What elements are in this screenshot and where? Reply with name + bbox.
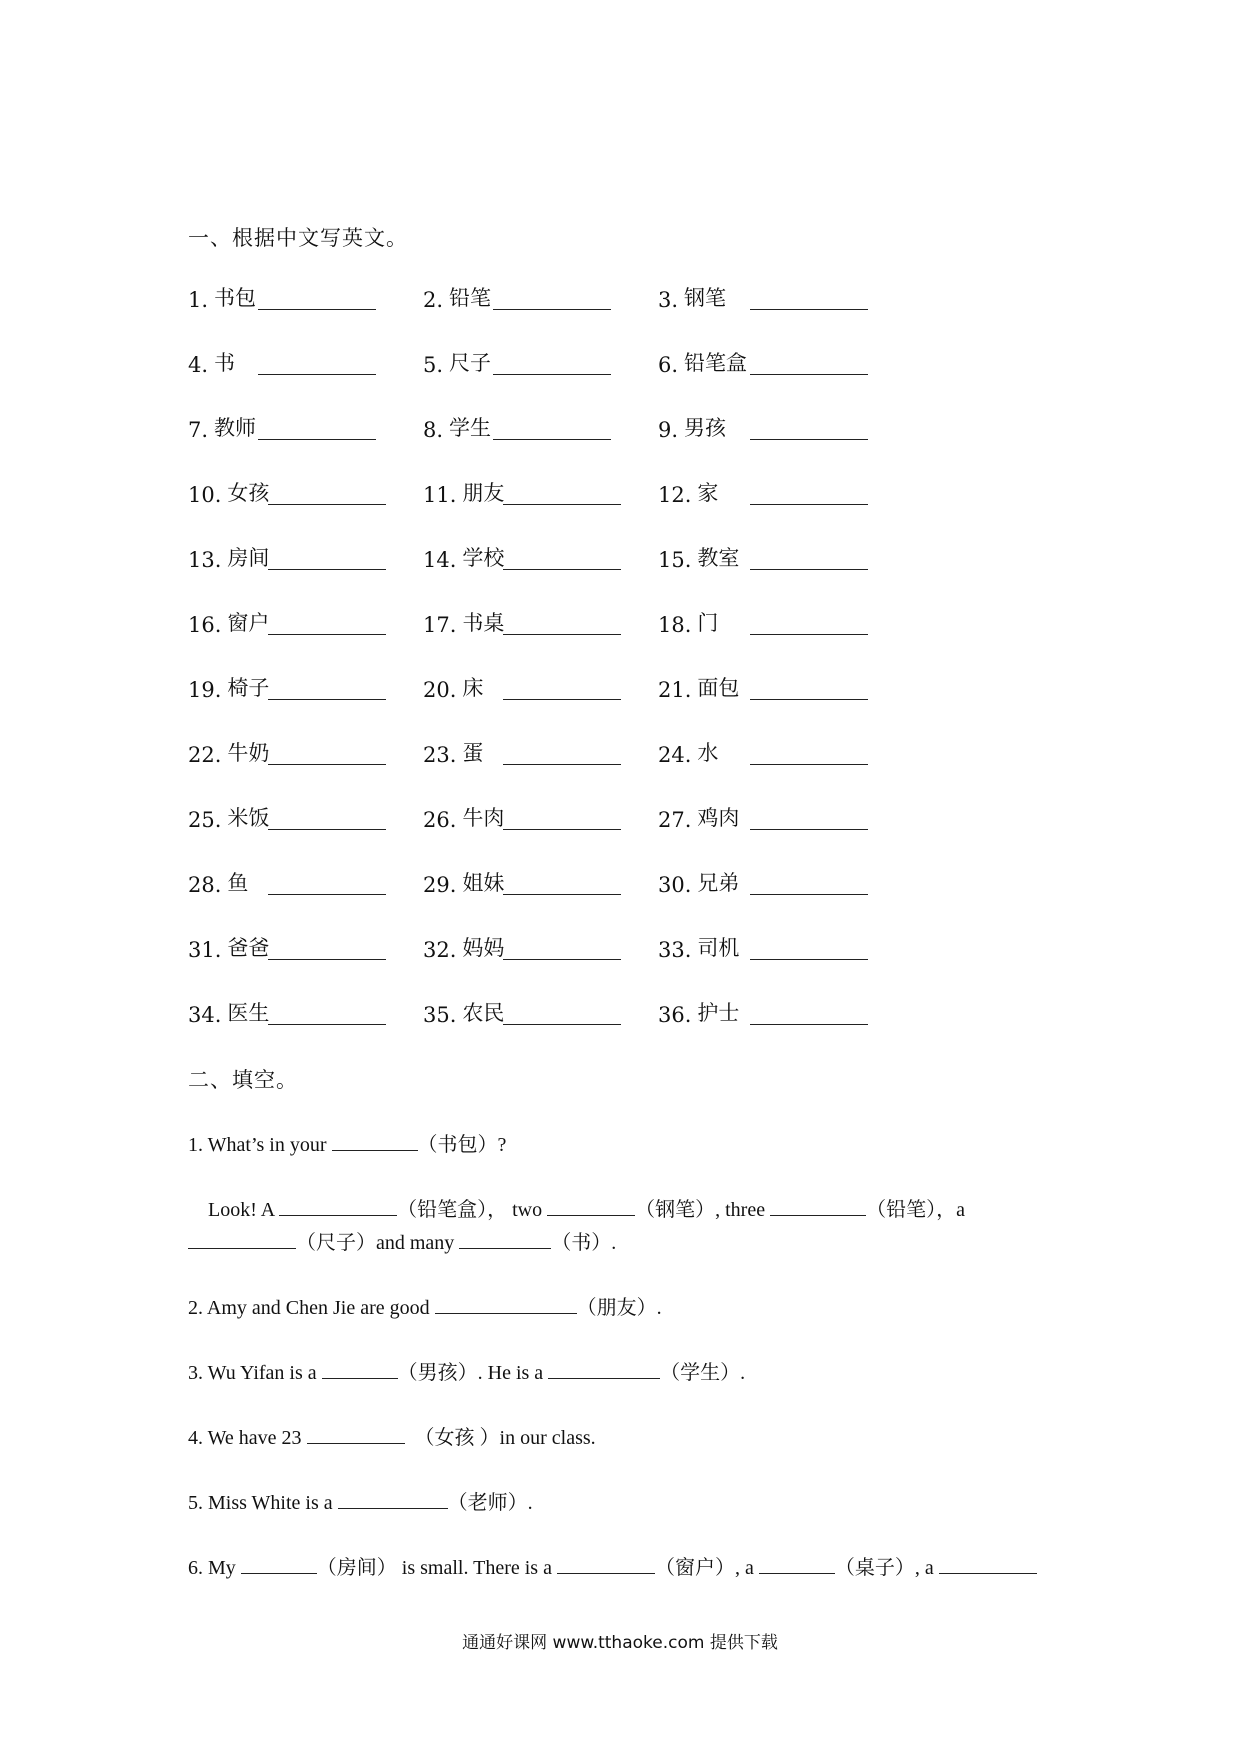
q1-blank-pen[interactable]	[547, 1197, 635, 1216]
vocab-item-number: 11.	[423, 483, 457, 507]
vocab-item	[658, 282, 888, 312]
vocab-item	[188, 997, 418, 1027]
q1-text-1: 1. What’s in your	[188, 1134, 332, 1156]
q5-blank[interactable]	[338, 1490, 448, 1509]
vocab-answer-blank[interactable]	[268, 549, 386, 570]
vocab-item	[188, 542, 418, 572]
vocab-item-chinese-word: 学校	[462, 546, 505, 570]
vocab-item-number: 21.	[658, 678, 692, 702]
vocab-row	[188, 282, 948, 312]
vocab-item	[188, 347, 418, 377]
vocab-answer-blank[interactable]	[268, 874, 386, 895]
vocab-item	[188, 932, 418, 962]
vocab-answer-blank[interactable]	[258, 419, 376, 440]
vocab-item-number: 8.	[423, 418, 444, 442]
footer-download-note: 通通好课网 www.tthaoke.com 提供下载	[462, 1633, 778, 1653]
vocab-item	[658, 607, 888, 637]
vocab-item-chinese-word: 钢笔	[684, 286, 727, 310]
q5-text-1: 5. Miss White is a	[188, 1492, 338, 1514]
vocab-item-number: 24.	[658, 743, 692, 767]
vocab-item	[658, 737, 888, 767]
vocab-item-chinese-word: 窗户	[227, 611, 270, 635]
vocab-answer-blank[interactable]	[503, 679, 621, 700]
vocab-answer-blank[interactable]	[493, 289, 611, 310]
vocab-item	[658, 347, 888, 377]
vocab-answer-blank[interactable]	[750, 744, 868, 765]
q3-blank-boy[interactable]	[322, 1360, 398, 1379]
vocab-answer-blank[interactable]	[268, 614, 386, 635]
vocab-row	[188, 347, 948, 377]
vocab-item-number: 32.	[423, 938, 457, 962]
vocab-answer-blank[interactable]	[750, 419, 868, 440]
q1c-text-2: （尺子）and many	[296, 1232, 460, 1254]
q3-text-2: （男孩）. He is a	[397, 1362, 549, 1384]
q3-blank-student[interactable]	[548, 1360, 660, 1379]
vocab-row	[188, 737, 948, 767]
vocab-item-chinese-word: 米饭	[227, 806, 270, 830]
vocab-item	[423, 802, 653, 832]
vocab-item	[188, 477, 418, 507]
vocab-item-number: 30.	[658, 873, 692, 897]
section2-title: 二、填空。	[188, 1068, 298, 1092]
vocab-answer-blank[interactable]	[268, 939, 386, 960]
vocab-item	[423, 867, 653, 897]
vocab-answer-blank[interactable]	[750, 549, 868, 570]
vocab-answer-blank[interactable]	[503, 744, 621, 765]
question-1-line-3	[188, 1226, 616, 1255]
q6-blank-last[interactable]	[939, 1555, 1037, 1574]
q6-text-4: （桌子）, a	[834, 1557, 939, 1579]
vocab-item-chinese-word: 兄弟	[697, 871, 740, 895]
question-4	[188, 1421, 596, 1450]
vocab-item-number: 10.	[188, 483, 222, 507]
vocab-item-number: 13.	[188, 548, 222, 572]
vocab-row	[188, 542, 948, 572]
vocab-answer-blank[interactable]	[750, 354, 868, 375]
vocab-answer-blank[interactable]	[750, 679, 868, 700]
vocab-answer-blank[interactable]	[503, 874, 621, 895]
vocab-item-chinese-word: 床	[462, 676, 484, 700]
vocab-item-number: 20.	[423, 678, 457, 702]
vocab-item-number: 31.	[188, 938, 222, 962]
vocab-item	[423, 282, 653, 312]
vocab-answer-blank[interactable]	[503, 939, 621, 960]
vocab-item	[423, 477, 653, 507]
vocab-item	[423, 412, 653, 442]
vocab-answer-blank[interactable]	[750, 874, 868, 895]
vocab-item	[423, 347, 653, 377]
vocab-item-chinese-word: 朋友	[462, 481, 505, 505]
vocab-item-chinese-word: 家	[697, 481, 719, 505]
vocab-item-chinese-word: 司机	[697, 936, 740, 960]
vocab-answer-blank[interactable]	[503, 614, 621, 635]
q1b-text-3: （钢笔）, three	[635, 1199, 771, 1221]
vocab-item-chinese-word: 教师	[214, 416, 257, 440]
vocab-answer-blank[interactable]	[258, 354, 376, 375]
vocab-answer-blank[interactable]	[493, 419, 611, 440]
vocab-item-chinese-word: 妈妈	[462, 936, 505, 960]
vocab-item	[188, 282, 418, 312]
vocab-item	[658, 477, 888, 507]
vocab-item	[188, 412, 418, 442]
vocab-item	[658, 802, 888, 832]
vocab-answer-blank[interactable]	[268, 1004, 386, 1025]
vocab-row	[188, 867, 948, 897]
vocab-item	[658, 412, 888, 442]
vocab-item-number: 28.	[188, 873, 222, 897]
vocab-row	[188, 412, 948, 442]
vocab-item	[423, 672, 653, 702]
vocab-item-number: 33.	[658, 938, 692, 962]
vocab-item	[658, 542, 888, 572]
vocab-row	[188, 477, 948, 507]
vocab-item-chinese-word: 书桌	[462, 611, 505, 635]
vocab-item-number: 23.	[423, 743, 457, 767]
vocab-item	[423, 997, 653, 1027]
vocab-item-number: 36.	[658, 1003, 692, 1027]
q2-text-2: （朋友）.	[576, 1297, 662, 1319]
vocab-item-chinese-word: 鱼	[227, 871, 249, 895]
vocab-item-chinese-word: 鸡肉	[697, 806, 740, 830]
q6-blank-room[interactable]	[241, 1555, 317, 1574]
vocab-item-chinese-word: 护士	[697, 1001, 740, 1025]
vocab-item-chinese-word: 尺子	[449, 351, 492, 375]
q1b-text-2: （铅笔盒）， two	[397, 1199, 548, 1221]
vocab-item	[188, 802, 418, 832]
q1-blank-pencilbox[interactable]	[279, 1197, 397, 1216]
vocab-item-number: 25.	[188, 808, 222, 832]
q5-text-2: （老师）.	[447, 1492, 533, 1514]
question-1-line-1	[188, 1128, 506, 1157]
q4-text-2: （女孩 ）in our class.	[414, 1427, 596, 1449]
vocab-item-number: 14.	[423, 548, 457, 572]
vocab-row	[188, 997, 948, 1027]
q1-text-2: （书包）?	[417, 1134, 507, 1156]
vocab-item-chinese-word: 房间	[227, 546, 270, 570]
q6-text-3: （窗户）, a	[654, 1557, 759, 1579]
vocab-answer-blank[interactable]	[258, 289, 376, 310]
vocab-item	[658, 932, 888, 962]
question-5	[188, 1486, 533, 1515]
vocab-item-number: 1.	[188, 288, 209, 312]
vocab-item	[423, 932, 653, 962]
vocab-item-chinese-word: 农民	[462, 1001, 505, 1025]
vocab-item-chinese-word: 水	[697, 741, 719, 765]
vocab-item-number: 18.	[658, 613, 692, 637]
vocab-item	[188, 737, 418, 767]
question-6	[188, 1551, 1037, 1580]
q1-blank-book[interactable]	[459, 1230, 551, 1249]
vocab-answer-blank[interactable]	[750, 1004, 868, 1025]
vocab-answer-blank[interactable]	[493, 354, 611, 375]
vocab-row	[188, 932, 948, 962]
q2-blank[interactable]	[435, 1295, 577, 1314]
vocab-item-number: 27.	[658, 808, 692, 832]
vocab-item	[658, 867, 888, 897]
vocab-item	[423, 542, 653, 572]
vocab-item-number: 17.	[423, 613, 457, 637]
vocab-row	[188, 607, 948, 637]
vocab-row	[188, 802, 948, 832]
vocab-item-number: 7.	[188, 418, 209, 442]
vocab-item	[658, 997, 888, 1027]
vocab-answer-blank[interactable]	[750, 484, 868, 505]
vocab-item-chinese-word: 姐妹	[462, 871, 505, 895]
vocab-answer-blank[interactable]	[503, 484, 621, 505]
vocab-item	[188, 607, 418, 637]
vocab-item-chinese-word: 学生	[449, 416, 492, 440]
vocab-item-number: 15.	[658, 548, 692, 572]
question-3	[188, 1356, 745, 1385]
vocab-item-number: 22.	[188, 743, 222, 767]
section1-title: 一、根据中文写英文。	[188, 226, 408, 250]
vocab-answer-blank[interactable]	[750, 939, 868, 960]
vocab-item-chinese-word: 女孩	[227, 481, 270, 505]
vocab-answer-blank[interactable]	[503, 809, 621, 830]
vocab-item-number: 5.	[423, 353, 444, 377]
vocab-item-chinese-word: 爸爸	[227, 936, 270, 960]
vocab-answer-blank[interactable]	[268, 679, 386, 700]
vocab-item-chinese-word: 男孩	[684, 416, 727, 440]
vocab-item-chinese-word: 面包	[697, 676, 740, 700]
vocab-item	[423, 607, 653, 637]
vocab-answer-blank[interactable]	[750, 614, 868, 635]
vocab-item-number: 29.	[423, 873, 457, 897]
vocab-answer-blank[interactable]	[750, 289, 868, 310]
q1-blank-ruler[interactable]	[188, 1230, 296, 1249]
vocab-item	[658, 672, 888, 702]
q1c-text-3: （书）.	[551, 1232, 617, 1254]
vocab-answer-blank[interactable]	[268, 744, 386, 765]
vocab-item-chinese-word: 牛奶	[227, 741, 270, 765]
vocab-item-number: 2.	[423, 288, 444, 312]
vocab-item-chinese-word: 蛋	[462, 741, 484, 765]
vocab-item-number: 6.	[658, 353, 679, 377]
q6-text-1: 6. My	[188, 1557, 241, 1579]
q3-text-3: （学生）.	[660, 1362, 746, 1384]
q6-blank-window[interactable]	[557, 1555, 655, 1574]
vocab-item-chinese-word: 牛肉	[462, 806, 505, 830]
q3-text-1: 3. Wu Yifan is a	[188, 1362, 322, 1384]
vocab-item-number: 3.	[658, 288, 679, 312]
vocab-answer-blank[interactable]	[268, 484, 386, 505]
vocab-item-number: 35.	[423, 1003, 457, 1027]
vocab-answer-blank[interactable]	[750, 809, 868, 830]
question-1-line-2	[208, 1193, 965, 1222]
vocab-item-chinese-word: 书	[214, 351, 236, 375]
vocab-answer-blank[interactable]	[503, 549, 621, 570]
q1b-text-1: Look! A	[208, 1199, 280, 1221]
vocab-row	[188, 672, 948, 702]
vocab-item-number: 26.	[423, 808, 457, 832]
vocab-item-number: 19.	[188, 678, 222, 702]
question-2	[188, 1291, 662, 1320]
vocab-item-number: 12.	[658, 483, 692, 507]
vocab-item-chinese-word: 椅子	[227, 676, 270, 700]
vocab-answer-blank[interactable]	[503, 1004, 621, 1025]
q1-blank-pencil[interactable]	[770, 1197, 866, 1216]
vocab-item-number: 16.	[188, 613, 222, 637]
vocab-item-number: 4.	[188, 353, 209, 377]
vocab-item-chinese-word: 医生	[227, 1001, 270, 1025]
vocab-item	[188, 672, 418, 702]
q4-blank[interactable]	[307, 1425, 405, 1444]
vocab-item	[188, 867, 418, 897]
q6-text-2: （房间） is small. There is a	[316, 1557, 557, 1579]
vocab-item-number: 34.	[188, 1003, 222, 1027]
vocab-item-chinese-word: 门	[697, 611, 719, 635]
q2-text-1: 2. Amy and Chen Jie are good	[188, 1297, 435, 1319]
vocab-item-number: 9.	[658, 418, 679, 442]
q1b-text-4: （铅笔），a	[866, 1199, 965, 1221]
vocab-answer-blank[interactable]	[268, 809, 386, 830]
vocab-item-chinese-word: 书包	[214, 286, 257, 310]
vocab-item-chinese-word: 教室	[697, 546, 740, 570]
q6-blank-desk[interactable]	[759, 1555, 835, 1574]
vocab-item-chinese-word: 铅笔盒	[684, 351, 748, 375]
q1-blank-schoolbag[interactable]	[332, 1132, 418, 1151]
vocab-item	[423, 737, 653, 767]
q4-text-1: 4. We have 23	[188, 1427, 307, 1449]
vocab-item-chinese-word: 铅笔	[449, 286, 492, 310]
